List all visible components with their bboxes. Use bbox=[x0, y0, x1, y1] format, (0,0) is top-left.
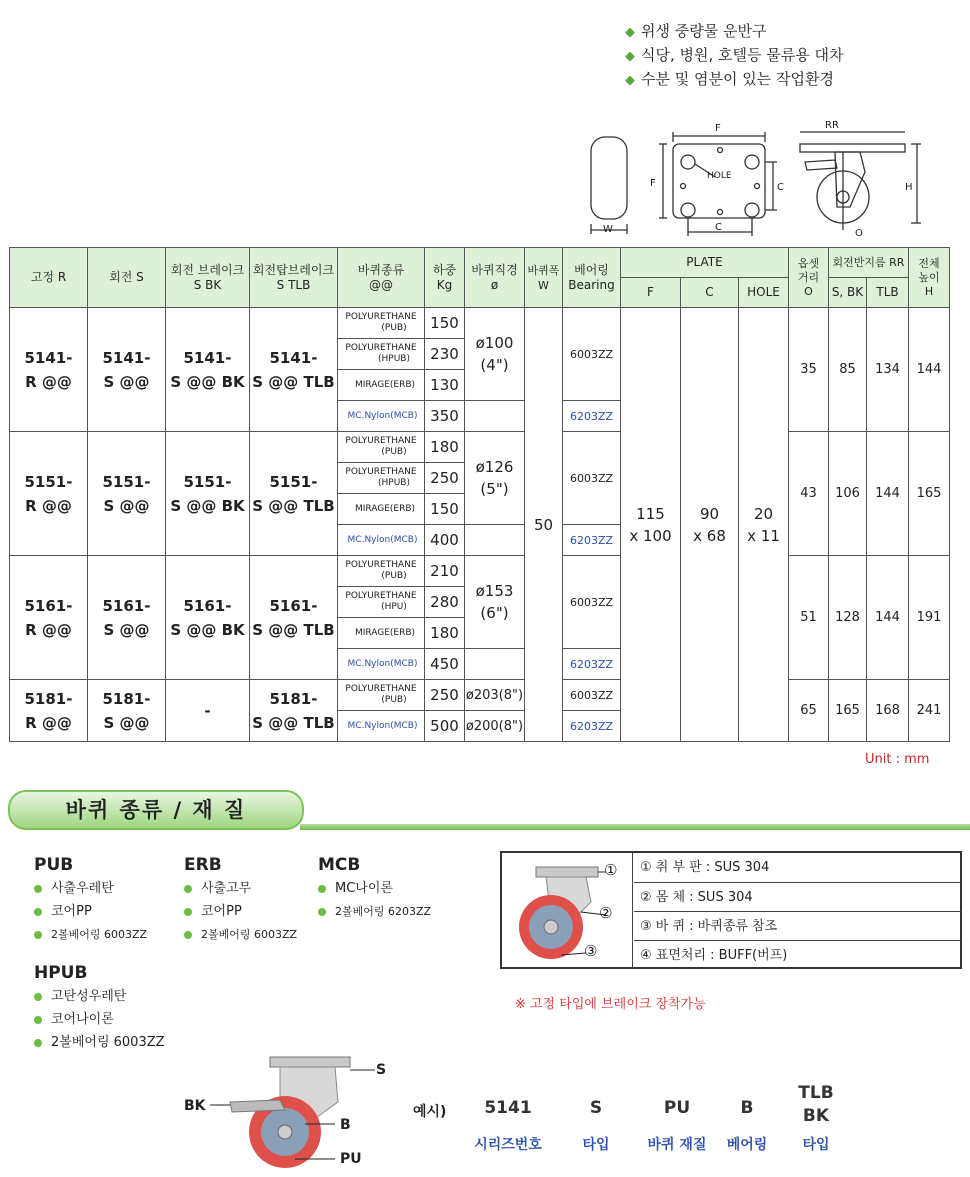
header-height: 전체 높이 H bbox=[909, 248, 950, 308]
diagram-label-f: F bbox=[715, 123, 721, 134]
wheel-width: 50 bbox=[525, 308, 563, 742]
diagram-label-c: C bbox=[715, 222, 722, 233]
material-title: MCB bbox=[318, 855, 361, 875]
diagram-label-rr: RR bbox=[825, 120, 839, 131]
list-item: 2볼베어링 6003ZZ bbox=[184, 923, 297, 946]
load-value: 150 bbox=[425, 494, 465, 525]
section-title: 바퀴 종류 / 재 질 bbox=[8, 790, 304, 830]
wheel-diameter: ø203(8") bbox=[465, 680, 525, 711]
model-swivel: 5141- S @@ bbox=[88, 308, 166, 432]
height-value: 144 bbox=[909, 308, 950, 432]
bullet-icon bbox=[184, 908, 192, 916]
header-rr-sbk: S, BK bbox=[829, 278, 867, 308]
bearing: 6203ZZ bbox=[563, 711, 621, 742]
rr-tlb-value: 134 bbox=[867, 308, 909, 432]
spec-row: ② 몸 체 : SUS 304 bbox=[634, 882, 962, 911]
load-value: 230 bbox=[425, 339, 465, 370]
header-offset: 옵셋 거리 O bbox=[789, 248, 829, 308]
rr-tlb-value: 144 bbox=[867, 556, 909, 680]
wheel-front-shape bbox=[591, 137, 627, 219]
example-label-type-2: 타입 bbox=[802, 1137, 830, 1153]
material-spec-box bbox=[500, 851, 962, 969]
wheel-type: POLYURETHANE (PUB) bbox=[338, 556, 425, 587]
feature-item: ◆ 수분 및 염분이 있는 작업환경 bbox=[625, 70, 834, 88]
diagram-label-f-side: F bbox=[650, 178, 656, 189]
feature-item: ◆ 식당, 병원, 호텔등 물류용 대차 bbox=[625, 46, 844, 64]
model-swivel-brake: 5161- S @@ BK bbox=[166, 556, 250, 680]
diamond-bullet-icon: ◆ bbox=[625, 49, 635, 64]
load-value: 250 bbox=[425, 463, 465, 494]
bullet-icon bbox=[318, 885, 326, 893]
example-code-wheel: PU bbox=[663, 1098, 691, 1118]
load-value: 500 bbox=[425, 711, 465, 742]
bullet-icon bbox=[184, 885, 192, 893]
height-value: 241 bbox=[909, 680, 950, 742]
rr-sbk-value: 85 bbox=[829, 308, 867, 432]
model-fixed: 5141- R @@ bbox=[10, 308, 88, 432]
table-row bbox=[10, 556, 950, 587]
example-code-tlb: TLB bbox=[798, 1083, 834, 1103]
example-code-type: S bbox=[589, 1098, 603, 1118]
diagram-label-hole: HOLE bbox=[707, 171, 732, 181]
header-plate: PLATE bbox=[621, 248, 789, 278]
wheel-type: POLYURETHANE (HPU) bbox=[338, 587, 425, 618]
plate-f: 115 x 100 bbox=[621, 308, 681, 742]
bearing: 6003ZZ bbox=[563, 680, 621, 711]
wheel-diameter: ø100 (4") bbox=[465, 308, 525, 401]
header-plate-c: C bbox=[681, 278, 739, 308]
material-hpub bbox=[34, 961, 165, 1054]
load-value: 150 bbox=[425, 308, 465, 339]
example-label-series: 시리즈번호 bbox=[474, 1137, 542, 1153]
diagram-label-w: W bbox=[603, 224, 613, 235]
wheel-diameter-empty bbox=[465, 401, 525, 432]
header-bearing: 베어링 Bearing bbox=[563, 248, 621, 308]
bearing: 6003ZZ bbox=[563, 432, 621, 525]
material-title: HPUB bbox=[34, 963, 88, 983]
bearing: 6003ZZ bbox=[563, 308, 621, 401]
load-value: 180 bbox=[425, 432, 465, 463]
example-code-bk: BK bbox=[802, 1106, 830, 1126]
example-code-bearing: B bbox=[740, 1098, 754, 1118]
spec-row: ④ 표면처리 : BUFF(버프) bbox=[634, 940, 962, 969]
wheel-type: MC.Nylon(MCB) bbox=[338, 649, 425, 680]
load-value: 250 bbox=[425, 680, 465, 711]
rr-sbk-value: 165 bbox=[829, 680, 867, 742]
example-caster-photo bbox=[210, 1052, 390, 1172]
load-value: 210 bbox=[425, 556, 465, 587]
bearing: 6203ZZ bbox=[563, 525, 621, 556]
rr-sbk-value: 106 bbox=[829, 432, 867, 556]
callout-3: ③ bbox=[584, 942, 598, 960]
material-title: ERB bbox=[184, 855, 222, 875]
model-fixed: 5151- R @@ bbox=[10, 432, 88, 556]
table-row bbox=[10, 432, 950, 463]
header-rr-tlb: TLB bbox=[867, 278, 909, 308]
bullet-icon bbox=[184, 931, 192, 939]
load-value: 400 bbox=[425, 525, 465, 556]
bearing: 6203ZZ bbox=[563, 649, 621, 680]
header-load: 하중 Kg bbox=[425, 248, 465, 308]
header-rr: 회전반지름 RR bbox=[829, 248, 909, 278]
example-label-type: 타입 bbox=[582, 1137, 610, 1153]
list-item: 2볼베어링 6003ZZ bbox=[34, 1031, 165, 1054]
bearing: 6203ZZ bbox=[563, 401, 621, 432]
plate-c: 90 x 68 bbox=[681, 308, 739, 742]
material-erb bbox=[184, 853, 297, 946]
brake-note: ※ 고정 타입에 브레이크 장착가능 bbox=[515, 997, 706, 1012]
wheel-type: POLYURETHANE (PUB) bbox=[338, 680, 425, 711]
load-value: 280 bbox=[425, 587, 465, 618]
list-item: 코어PP bbox=[184, 900, 297, 923]
wheel-diameter-empty bbox=[465, 525, 525, 556]
list-item: 코어나이론 bbox=[34, 1008, 165, 1031]
section-divider bbox=[300, 824, 970, 830]
bearing: 6003ZZ bbox=[563, 556, 621, 649]
diamond-bullet-icon: ◆ bbox=[625, 25, 635, 40]
wheel-type: POLYURETHANE (PUB) bbox=[338, 308, 425, 339]
header-top-brake: 회전탑브레이크 S TLB bbox=[250, 248, 338, 308]
list-item: 2볼베어링 6003ZZ bbox=[34, 923, 147, 946]
example-label-wheel: 바퀴 재질 bbox=[647, 1137, 707, 1153]
spec-row: ① 취 부 판 : SUS 304 bbox=[640, 860, 770, 875]
wheel-diameter: ø200(8") bbox=[465, 711, 525, 742]
wheel-diameter: ø126 (5") bbox=[465, 432, 525, 525]
wheel-type: MC.Nylon(MCB) bbox=[338, 525, 425, 556]
offset-value: 35 bbox=[789, 308, 829, 432]
bullet-icon bbox=[34, 885, 42, 893]
list-item: 2볼베어링 6203ZZ bbox=[318, 900, 431, 923]
divider bbox=[632, 853, 633, 967]
feature-item: ◆ 위생 중량물 운반구 bbox=[625, 22, 767, 40]
feature-list bbox=[625, 20, 844, 92]
list-item: 사출고무 bbox=[184, 877, 297, 900]
offset-value: 65 bbox=[789, 680, 829, 742]
example-code-series: 5141 bbox=[484, 1098, 532, 1118]
table-row bbox=[10, 680, 950, 711]
example-label-bearing: 베어링 bbox=[726, 1137, 768, 1153]
diamond-bullet-icon: ◆ bbox=[625, 73, 635, 88]
bullet-icon bbox=[318, 908, 326, 916]
dimension-diagram bbox=[575, 112, 935, 242]
height-value: 191 bbox=[909, 556, 950, 680]
example-prefix: 예시) bbox=[413, 1104, 447, 1120]
wheel-type: MIRAGE(ERB) bbox=[338, 618, 425, 649]
rr-tlb-value: 168 bbox=[867, 680, 909, 742]
model-top-brake: 5181- S @@ TLB bbox=[250, 680, 338, 742]
callout-pu: PU bbox=[340, 1151, 362, 1167]
material-pub bbox=[34, 853, 147, 946]
rr-sbk-value: 128 bbox=[829, 556, 867, 680]
wheel-type: MC.Nylon(MCB) bbox=[338, 401, 425, 432]
spec-table bbox=[9, 247, 950, 742]
table-row bbox=[10, 308, 950, 339]
header-swivel-brake: 회전 브레이크 S BK bbox=[166, 248, 250, 308]
model-top-brake: 5151- S @@ TLB bbox=[250, 432, 338, 556]
list-item: MC나이론 bbox=[318, 877, 431, 900]
bullet-icon bbox=[34, 993, 42, 1001]
list-item: 고탄성우레탄 bbox=[34, 985, 165, 1008]
diagram-label-c-side: C bbox=[777, 182, 784, 193]
header-plate-hole: HOLE bbox=[739, 278, 789, 308]
material-title: PUB bbox=[34, 855, 74, 875]
plate-hole: 20 x 11 bbox=[739, 308, 789, 742]
bullet-icon bbox=[34, 1016, 42, 1024]
wheel-type: POLYURETHANE (HPUB) bbox=[338, 339, 425, 370]
load-value: 130 bbox=[425, 370, 465, 401]
list-item: 사출우레탄 bbox=[34, 877, 147, 900]
rr-tlb-value: 144 bbox=[867, 432, 909, 556]
wheel-type: POLYURETHANE (HPUB) bbox=[338, 463, 425, 494]
material-mcb bbox=[318, 853, 431, 923]
bullet-icon bbox=[34, 908, 42, 916]
callout-b: B bbox=[340, 1117, 351, 1133]
load-value: 450 bbox=[425, 649, 465, 680]
header-swivel: 회전 S bbox=[88, 248, 166, 308]
model-top-brake: 5161- S @@ TLB bbox=[250, 556, 338, 680]
header-fixed: 고정 R bbox=[10, 248, 88, 308]
model-top-brake: 5141- S @@ TLB bbox=[250, 308, 338, 432]
model-fixed: 5181- R @@ bbox=[10, 680, 88, 742]
header-width: 바퀴폭 W bbox=[525, 248, 563, 308]
model-swivel-brake: 5141- S @@ BK bbox=[166, 308, 250, 432]
load-value: 350 bbox=[425, 401, 465, 432]
unit-label: Unit : mm bbox=[865, 752, 930, 767]
bullet-icon bbox=[34, 931, 42, 939]
offset-value: 51 bbox=[789, 556, 829, 680]
model-swivel-brake: 5151- S @@ BK bbox=[166, 432, 250, 556]
callout-s: S bbox=[376, 1062, 387, 1078]
model-swivel-brake: - bbox=[166, 680, 250, 742]
callout-2: ② bbox=[599, 904, 613, 922]
wheel-type: MIRAGE(ERB) bbox=[338, 494, 425, 525]
spec-row: ③ 바 퀴 : 바퀴종류 참조 bbox=[634, 911, 962, 940]
callout-bk: BK bbox=[184, 1098, 206, 1114]
header-diameter: 바퀴직경 ø bbox=[465, 248, 525, 308]
wheel-type: MIRAGE(ERB) bbox=[338, 370, 425, 401]
header-plate-f: F bbox=[621, 278, 681, 308]
wheel-diameter-empty bbox=[465, 649, 525, 680]
callout-1: ① bbox=[604, 861, 618, 879]
wheel-type: MC.Nylon(MCB) bbox=[338, 711, 425, 742]
model-fixed: 5161- R @@ bbox=[10, 556, 88, 680]
model-swivel: 5181- S @@ bbox=[88, 680, 166, 742]
wheel-type: POLYURETHANE (PUB) bbox=[338, 432, 425, 463]
diagram-label-o: O bbox=[855, 228, 863, 239]
height-value: 165 bbox=[909, 432, 950, 556]
list-item: 코어PP bbox=[34, 900, 147, 923]
load-value: 180 bbox=[425, 618, 465, 649]
model-swivel: 5161- S @@ bbox=[88, 556, 166, 680]
wheel-diameter: ø153 (6") bbox=[465, 556, 525, 649]
diagram-label-h: H bbox=[905, 182, 913, 193]
bullet-icon bbox=[34, 1039, 42, 1047]
offset-value: 43 bbox=[789, 432, 829, 556]
header-wheel-type: 바퀴종류 @@ bbox=[338, 248, 425, 308]
model-swivel: 5151- S @@ bbox=[88, 432, 166, 556]
